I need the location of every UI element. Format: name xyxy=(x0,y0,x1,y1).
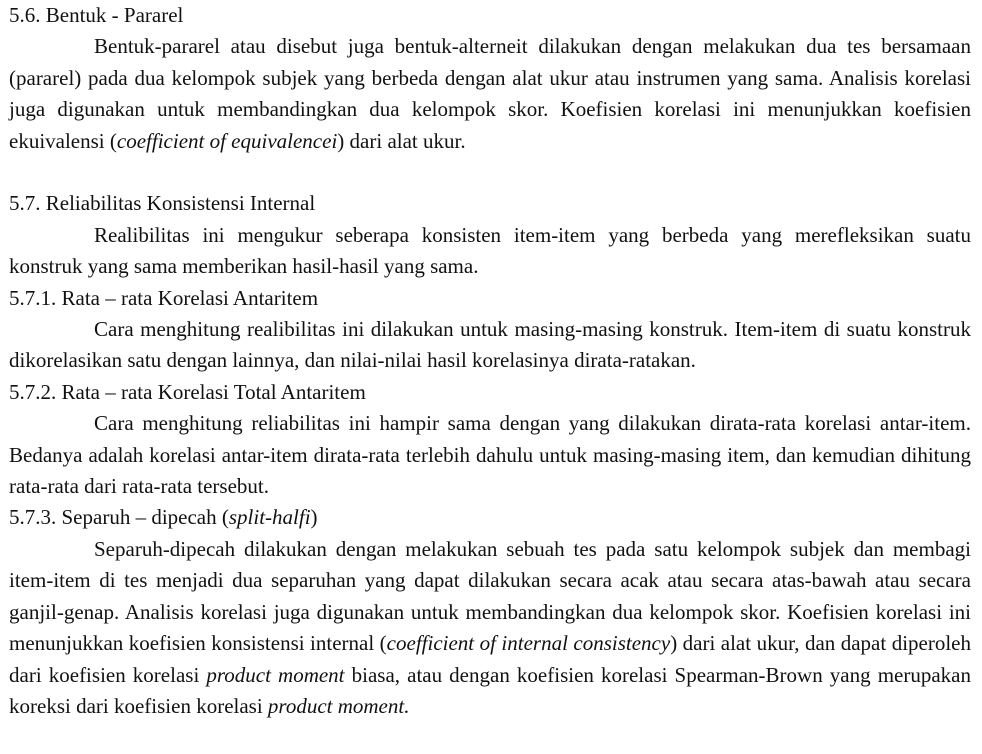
italic-term: product moment xyxy=(206,662,345,687)
document-body xyxy=(9,0,971,722)
heading-text: ) xyxy=(310,505,318,530)
paragraph-korelasi-total: Cara menghitung reliabilitas ini hampir sama dengan yang dilakukan dirata-rata korelasi antar-item. Bedanya adalah korelasi antar-item dirata-rata terlebih dahulu untuk masing-masing item, dan kemudian dihitung rata-rata dari rata-rata tersebut. xyxy=(9,411,971,499)
heading-text: 5.7.3. Separuh – dipecah ( xyxy=(9,505,229,530)
paragraph-bentuk-pararel xyxy=(9,31,971,157)
italic-term: split-halfi xyxy=(228,505,311,530)
italic-term: product moment. xyxy=(267,693,410,718)
section-heading-5-6: 5.6. Bentuk - Pararel xyxy=(9,3,184,27)
paragraph-separuh-dipecah xyxy=(9,534,971,722)
paragraph-text: Separuh-dipecah dilakukan dengan melakukan sebuah tes pada satu kelompok subjek dan membagi item-item di tes menjadi dua separuhan yang dapat dilakukan secara acak atau secara atas-bawah atau secara ganjil-genap. Analisis korelasi juga digunakan untuk membandingkan dua kelompok skor. Koefisien korelasi ini menunjukkan koefisien konsistensi internal ( xyxy=(9,536,971,656)
paragraph-korelasi-antaritem: Cara menghitung realibilitas ini dilakukan untuk masing-masing konstruk. Item-item di suatu konstruk dikorelasikan satu dengan lainnya, dan nilai-nilai hasil korelasinya dirata-ratakan. xyxy=(9,317,971,373)
paragraph-text: ) dari alat ukur. xyxy=(337,128,466,153)
paragraph-text: Bentuk-pararel atau disebut juga bentuk-alterneit dilakukan dengan melakukan dua tes bersamaan (pararel) pada dua kelompok subjek yang berbeda dengan alat ukur atau instrumen yang sama. Analisis korelasi juga digunakan untuk membandingkan dua kelompok skor. Koefisien korelasi ini menunjukkan koefisien ekuivalensi ( xyxy=(9,34,971,153)
section-heading-5-7-1: 5.7.1. Rata – rata Korelasi Antaritem xyxy=(9,285,319,310)
paragraph-konsistensi-internal: Realibilitas ini mengukur seberapa konsisten item-item yang berbeda yang merefleksikan suatu konstruk yang sama memberikan hasil-hasil yang sama. xyxy=(9,222,971,279)
blank-line xyxy=(9,157,971,188)
italic-term: coefficient of internal consistency xyxy=(386,631,671,656)
paragraph-text: biasa, atau dengan koefisien korelasi Spearman-Brown yang merupakan koreksi dari koefisien korelasi xyxy=(9,662,971,718)
section-heading-5-7-3 xyxy=(9,502,971,533)
italic-term: coefficient of equivalencei xyxy=(116,128,338,153)
section-heading-5-7: 5.7. Reliabilitas Konsistensi Internal xyxy=(9,191,316,216)
paragraph-text: ) dari alat ukur, dan dapat diperoleh dari koefisien korelasi xyxy=(9,631,971,687)
section-heading-5-7-2: 5.7.2. Rata – rata Korelasi Total Antaritem xyxy=(9,379,366,404)
